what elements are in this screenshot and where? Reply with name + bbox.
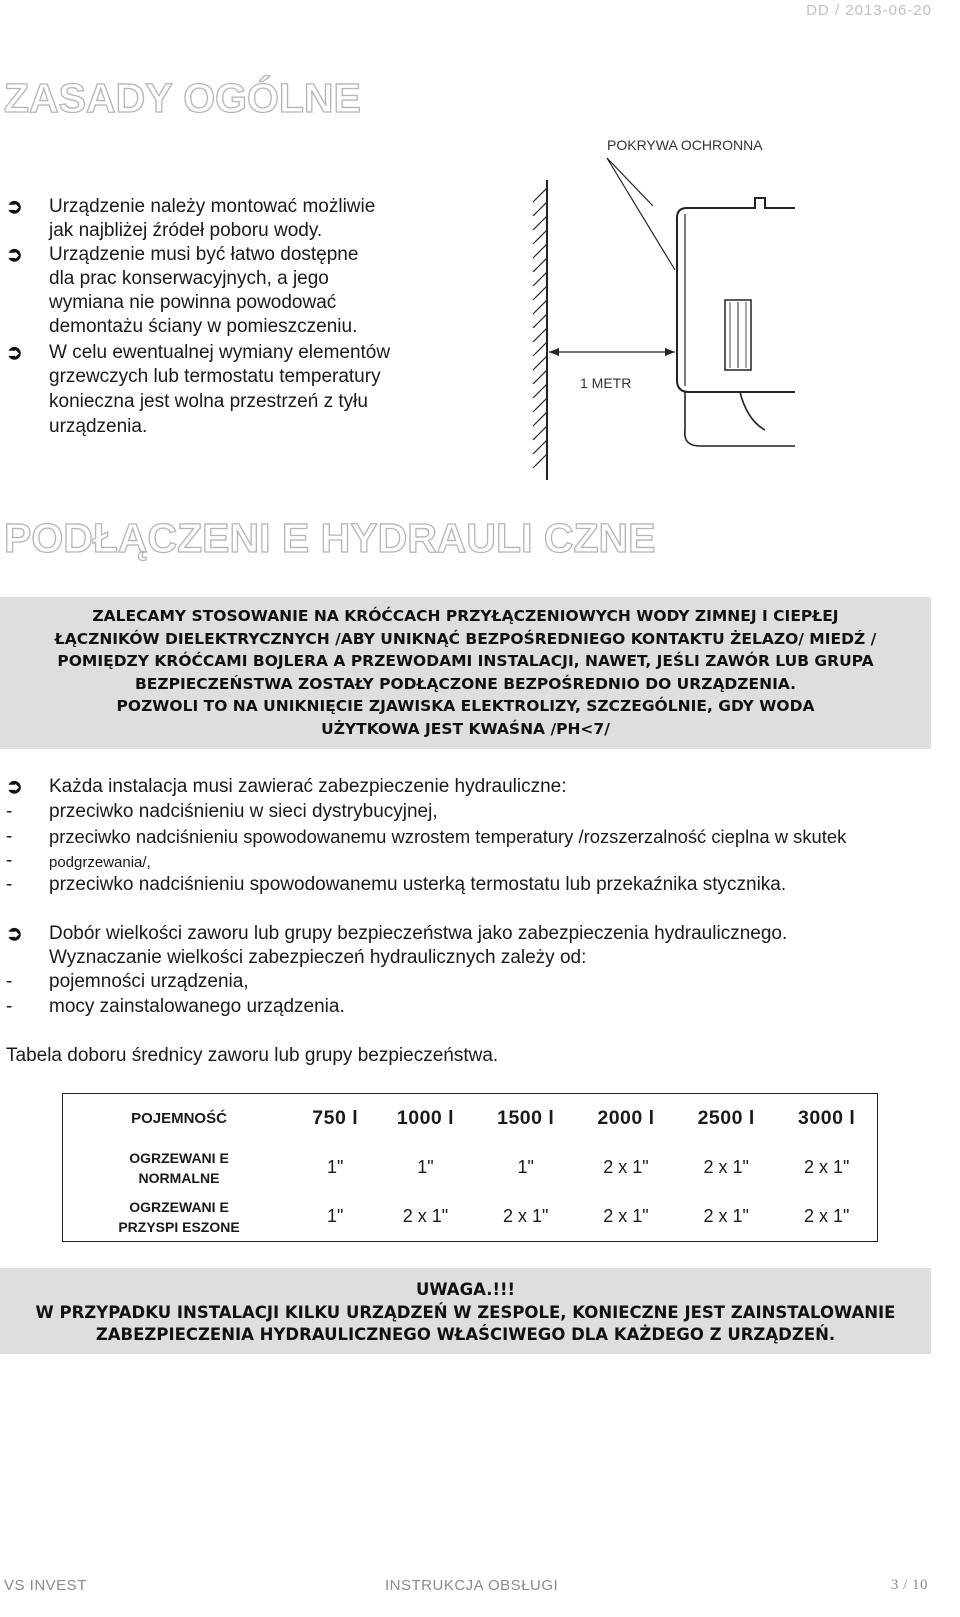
arrow-bullet-icon: ➲ [6, 923, 23, 945]
table-cell: 2 x 1" [703, 1206, 749, 1226]
row-label-line: OGRZEWANI E [129, 1149, 229, 1166]
section-title-general-rules: ZASADY OGÓLNE [4, 75, 361, 121]
table-cell: 2 x 1" [603, 1206, 649, 1226]
notice-line: POMIĘDZY KRÓĆCAMI BOJLERA A PRZEWODAMI INSTALACJI, NAWET, JEŚLI ZAWÓR LUB GRUPA [57, 652, 874, 670]
footer-page-number: 3 / 10 [890, 1577, 928, 1593]
selection-intro: Dobór wielkości zaworu lub grupy bezpieczeństwa jako zabezpieczenia hydraulicznego. [49, 923, 788, 944]
table-caption: Tabela doboru średnicy zaworu lub grupy bezpieczeństwa. [6, 1045, 499, 1066]
bullet-2-line-2: dla prac konserwacyjnych, a jego [49, 268, 329, 289]
general-rules-list [0, 195, 540, 445]
installation-clearance-diagram [525, 130, 945, 490]
table-row [63, 1143, 878, 1192]
bullet-3-line-3: konieczna jest wolna przestrzeń z tyłu [49, 391, 368, 412]
table-header-row [63, 1094, 878, 1144]
clearance-distance-label: 1 METR [580, 375, 632, 391]
row-label-normal-heating [63, 1143, 296, 1192]
table-cell: 2 x 1" [503, 1206, 549, 1226]
warning-line: ZABEZPIECZENIA HYDRAULICZNEGO WŁAŚCIWEGO DLA KAŻDEGO Z URZĄDZEŃ. [95, 1325, 836, 1344]
safety-item: przeciwko nadciśnieniu w sieci dystrybucyjnej, [49, 801, 438, 822]
bullet-1-line-2: jak najbliżej źródeł poboru wody. [49, 220, 323, 241]
bullet-3-line-1: W celu ewentualnej wymiany elementów [49, 342, 391, 363]
safety-item: przeciwko nadciśnieniu spowodowanemu usterką termostatu lub przekaźnika stycznika. [49, 874, 787, 895]
capacity-cell: 750 l [312, 1107, 359, 1129]
row-label-line: OGRZEWANI E [129, 1198, 229, 1215]
bullet-2-line-4: demontażu ściany w pomieszczeniu. [49, 316, 358, 337]
section-title-hydraulic-connection: PODŁĄCZENI E HYDRAULI CZNE [4, 515, 656, 561]
footer-document-title: INSTRUKCJA OBSŁUGI [385, 1577, 559, 1594]
table-cell: 1" [326, 1206, 344, 1226]
dash-marker: - [6, 874, 13, 895]
selection-sub: Wyznaczanie wielkości zabezpieczeń hydraulicznych zależy od: [49, 947, 587, 968]
dash-marker: - [6, 971, 13, 992]
table-cell: 2 x 1" [803, 1206, 850, 1226]
capacity-cell: 1000 l [396, 1107, 455, 1129]
row-label-line: PRZYSPI ESZONE [118, 1218, 240, 1235]
valve-selection-list [0, 922, 950, 1022]
valve-size-table [62, 1093, 878, 1242]
notice-line: ŁĄCZNIKÓW DIELEKTRYCZNYCH /ABY UNIKNĄĆ BEZPOŚREDNIEGO KONTAKTU ŻELAZO/ MIEDŹ / [54, 629, 877, 648]
capacity-header: POJEMNOŚĆ [131, 1109, 227, 1127]
capacity-cell: 3000 l [798, 1107, 856, 1129]
arrow-bullet-icon: ➲ [6, 342, 23, 364]
document-date: DD / 2013-06-20 [806, 2, 932, 19]
notice-line: BEZPIECZEŃSTWA ZOSTAŁY PODŁĄCZONE BEZPOŚREDNIO DO URZĄDZENIA. [134, 674, 797, 693]
safety-item: podgrzewania/, [49, 854, 151, 871]
table-cell: 1" [326, 1157, 344, 1177]
dash-marker: - [6, 801, 13, 822]
dash-marker: - [6, 850, 13, 871]
bullet-2-line-3: wymiana nie powinna powodować [49, 292, 337, 313]
capacity-cell: 2500 l [697, 1107, 755, 1129]
capacity-cell: 2000 l [597, 1107, 655, 1129]
footer-company: VS INVEST [4, 1577, 87, 1594]
table-cell: 2 x 1" [803, 1157, 850, 1177]
row-label-line: NORMALNE [138, 1169, 220, 1186]
notice-line: ZALECAMY STOSOWANIE NA KRÓĆCACH PRZYŁĄCZENIOWYCH WODY ZIMNEJ I CIEPŁEJ [92, 607, 839, 625]
warning-title: UWAGA.!!! [415, 1280, 516, 1299]
row-label-accelerated-heating [63, 1192, 296, 1242]
bullet-1-line-1: Urządzenie należy montować możliwie [49, 196, 376, 217]
arrow-bullet-icon: ➲ [6, 244, 23, 266]
dash-marker: - [6, 826, 13, 847]
capacity-cell: 1500 l [497, 1107, 555, 1129]
dielectric-connector-notice [0, 597, 931, 749]
bullet-3-line-4: urządzenia. [49, 416, 148, 437]
table-cell: 1" [417, 1157, 434, 1177]
bullet-3-line-2: grzewczych lub termostatu temperatury [49, 366, 381, 387]
selection-item: mocy zainstalowanego urządzenia. [49, 996, 345, 1017]
dash-marker: - [6, 996, 13, 1017]
wall-hatching [533, 188, 547, 468]
safety-item: przeciwko nadciśnieniu spowodowanemu wzrostem temperatury /rozszerzalność cieplna w skutek [49, 826, 847, 847]
table-cell: 2 x 1" [402, 1206, 449, 1226]
arrow-bullet-icon: ➲ [6, 196, 23, 218]
warning-line: W PRZYPADKU INSTALACJI KILKU URZĄDZEŃ W ZESPOLE, KONIECZNE JEST ZAINSTALOWANIE [35, 1302, 896, 1322]
bullet-2-line-1: Urządzenie musi być łatwo dostępne [49, 244, 359, 265]
safety-intro: Każda instalacja musi zawierać zabezpieczenie hydrauliczne: [49, 776, 567, 797]
selection-item: pojemności urządzenia, [49, 971, 249, 992]
table-cell: 2 x 1" [703, 1157, 749, 1177]
warning-box [0, 1268, 931, 1354]
table-cell: 2 x 1" [603, 1157, 649, 1177]
safety-requirements-list [0, 775, 950, 900]
arrow-bullet-icon: ➲ [6, 776, 23, 798]
notice-line: UŻYTKOWA JEST KWAŚNA /PH<7/ [321, 719, 610, 738]
notice-line: POZWOLI TO NA UNIKNIĘCIE ZJAWISKA ELEKTROLIZY, SZCZEGÓLNIE, GDY WODA [116, 697, 815, 715]
table-cell: 1" [517, 1157, 534, 1177]
table-row [63, 1192, 878, 1242]
protective-cover-label: POKRYWA OCHRONNA [607, 137, 763, 153]
